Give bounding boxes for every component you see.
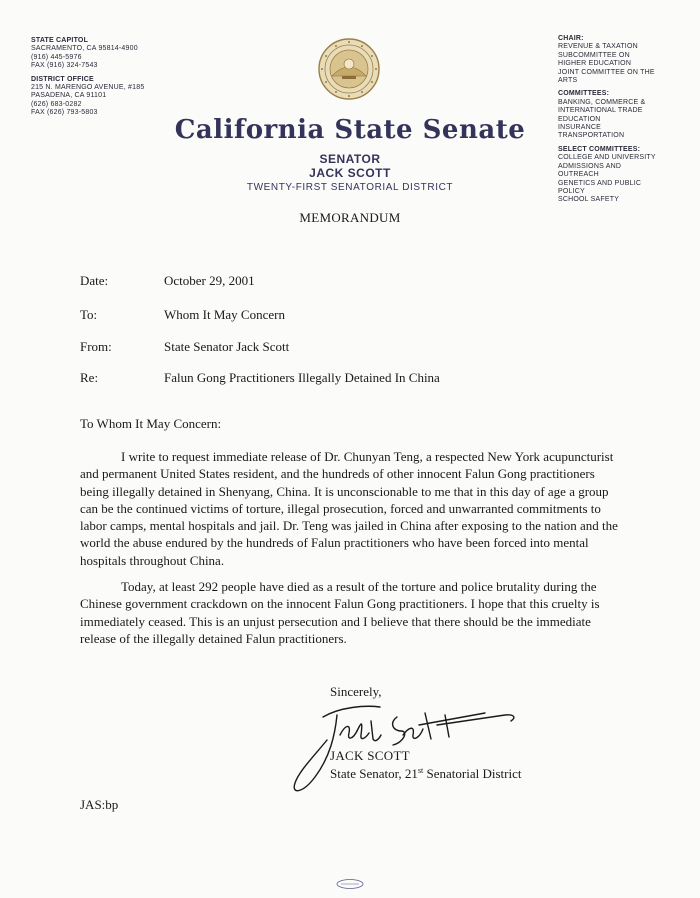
capitol-line: (916) 445-5976 [31, 53, 82, 61]
from-label: From: [80, 339, 112, 354]
senator-label: SENATOR [319, 152, 381, 166]
committees-heading: COMMITTEES: [558, 90, 610, 98]
state-senate-seal-icon [318, 38, 380, 100]
signer-title-ordinal: st [417, 766, 424, 775]
date-label: Date: [80, 273, 109, 288]
senate-name: California State Senate [174, 115, 526, 145]
chair-group [558, 35, 698, 85]
signer-name: JACK SCOTT [330, 748, 410, 763]
chair-heading: CHAIR: [558, 35, 584, 42]
memo-title: MEMORANDUM [299, 210, 401, 225]
capitol-heading: STATE CAPITOL [31, 37, 89, 44]
signer-title [330, 766, 521, 782]
chair-item: REVENUE & TAXATION [558, 43, 638, 51]
senator-name: JACK SCOTT [309, 166, 391, 180]
typist-initials: JAS:bp [80, 797, 119, 812]
committee-item: INTERNATIONAL TRADE [558, 107, 643, 115]
select-committee-item: POLICY [558, 187, 585, 195]
chair-item: JOINT COMMITTEE ON THE [558, 68, 655, 76]
to-value: Whom It May Concern [164, 307, 285, 322]
union-bug-icon [335, 878, 365, 890]
committees-group [558, 90, 698, 140]
committee-item: BANKING, COMMERCE & [558, 98, 646, 106]
from-value: State Senator Jack Scott [164, 339, 290, 354]
committee-item: EDUCATION [558, 115, 601, 123]
chair-item: ARTS [558, 77, 578, 85]
district-line: PASADENA, CA 91101 [31, 92, 107, 100]
select-committee-item: ADMISSIONS AND [558, 162, 622, 170]
signer-title-suffix: Senatorial District [423, 766, 522, 781]
committee-list [558, 35, 698, 210]
salutation: To Whom It May Concern: [80, 416, 222, 431]
district-name: TWENTY-FIRST SENATORIAL DISTRICT [246, 182, 454, 193]
select-committee-item: COLLEGE AND UNIVERSITY [558, 154, 656, 162]
re-label: Re: [80, 370, 99, 385]
capitol-address [31, 37, 231, 71]
body-paragraph: I write to request immediate release of Dr. Chunyan Teng, a respected New York acupuncturist and permanent United States resident, and the hundreds of other innocent Falun Gong practitioners being illegally detained in Shenyang, China. It is unconscionable to me that in this day of age a group can be the continued victims of torture, illegal prosecution, forced and unwarranted commitments to labor camps, mental hospitals and jail. Dr. Teng was jailed in China after exposing to the nation and the world the abuse endured by the hundreds of Falun practitioners who have been forced into mental hospitals throughout China. [80, 449, 618, 568]
body-paragraph: Today, at least 292 people have died as a result of the torture and police brutality during the Chinese government crackdown on the innocent Falun Gong practitioners. I hope that this cruelty is immediately ceased. This is an unjust persecution and I believe that there should be the immediate release of the illegally detained Falun practitioners. [80, 579, 600, 646]
select-committees-heading: SELECT COMMITTEES: [558, 145, 641, 153]
district-line: 215 N. MARENGO AVENUE, #185 [31, 84, 145, 92]
select-committee-item: GENETICS AND PUBLIC [558, 179, 642, 187]
letterhead-addresses [31, 37, 231, 123]
capitol-line: FAX (916) 324-7543 [31, 62, 98, 70]
signer-title-prefix: State Senator, 21 [330, 766, 418, 781]
capitol-line: SACRAMENTO, CA 95814-4900 [31, 45, 138, 53]
district-line: FAX (626) 793-5803 [31, 109, 98, 117]
re-value: Falun Gong Practitioners Illegally Detained In China [164, 370, 440, 385]
to-label: To: [80, 307, 98, 322]
district-address [31, 76, 231, 118]
select-committees-group [558, 146, 698, 205]
district-line: (626) 683-0282 [31, 100, 82, 108]
date-value: October 29, 2001 [164, 273, 255, 288]
select-committee-item: OUTREACH [558, 171, 599, 179]
district-heading: DISTRICT OFFICE [31, 75, 94, 83]
closing-sincerely: Sincerely, [330, 684, 382, 699]
chair-item: HIGHER EDUCATION [558, 60, 632, 68]
committee-item: TRANSPORTATION [558, 132, 625, 140]
chair-item: SUBCOMMITTEE ON [558, 51, 630, 59]
senator-block [200, 152, 500, 196]
select-committee-item: SCHOOL SAFETY [558, 196, 620, 204]
committee-item: INSURANCE [558, 124, 602, 132]
